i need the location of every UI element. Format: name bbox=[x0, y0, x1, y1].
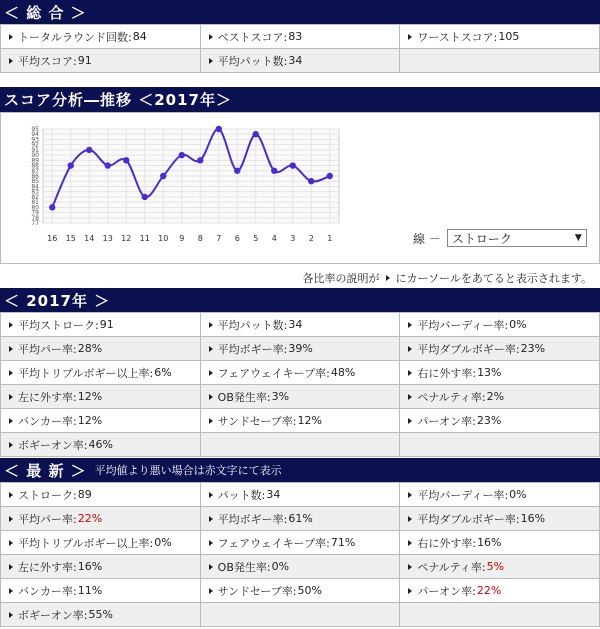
stat-label: 平均トリプルボギー以上率: bbox=[18, 536, 154, 550]
triangle-right-icon[interactable] bbox=[408, 418, 412, 424]
summary-stats-grid bbox=[0, 24, 600, 73]
y-tick-label: 84 bbox=[31, 183, 39, 191]
summary-header-title: ＜ 総 合 ＞ bbox=[4, 3, 87, 22]
stat-cell bbox=[400, 409, 600, 433]
triangle-right-icon[interactable] bbox=[9, 588, 13, 594]
stat-cell bbox=[1, 25, 201, 49]
stat-cell bbox=[1, 337, 201, 361]
stat-value: 105 bbox=[498, 30, 520, 43]
trend-chart-panel bbox=[0, 112, 600, 264]
stat-value: 34 bbox=[288, 318, 303, 331]
triangle-right-icon[interactable] bbox=[408, 370, 412, 376]
stat-cell bbox=[1, 409, 201, 433]
x-tick-label: 5 bbox=[253, 234, 259, 243]
stat-cell bbox=[201, 49, 401, 73]
trend-header bbox=[0, 87, 600, 112]
data-point[interactable] bbox=[197, 157, 203, 163]
stat-value: 46% bbox=[88, 438, 113, 451]
empty-cell bbox=[201, 603, 401, 627]
stats-row bbox=[1, 555, 600, 579]
stat-cell bbox=[201, 579, 401, 603]
stat-cell bbox=[1, 433, 201, 457]
stat-value: 0% bbox=[509, 318, 527, 331]
stat-value: 39% bbox=[288, 342, 313, 355]
data-point[interactable] bbox=[271, 168, 277, 174]
year-header-title: ＜ 2017年 ＞ bbox=[4, 291, 111, 310]
stat-value: 6% bbox=[154, 366, 172, 379]
stat-cell bbox=[201, 483, 401, 507]
stat-cell bbox=[400, 313, 600, 337]
stats-row bbox=[1, 531, 600, 555]
stat-label: ペナルティ率: bbox=[417, 390, 486, 404]
triangle-right-icon[interactable] bbox=[209, 588, 213, 594]
empty-cell bbox=[400, 49, 600, 73]
y-tick-label: 92 bbox=[31, 141, 39, 149]
trend-header-title: スコア分析―推移 ＜2017年＞ bbox=[4, 91, 232, 109]
triangle-right-icon[interactable] bbox=[9, 492, 13, 498]
y-tick-label: 81 bbox=[31, 199, 39, 207]
x-tick-label: 10 bbox=[158, 234, 169, 243]
stat-value: 91 bbox=[99, 318, 114, 331]
triangle-right-icon[interactable] bbox=[9, 34, 13, 40]
data-point[interactable] bbox=[49, 204, 55, 210]
stat-label: 平均バーディー率: bbox=[417, 318, 509, 332]
triangle-right-icon[interactable] bbox=[209, 564, 213, 570]
stat-value: 22% bbox=[476, 584, 502, 597]
triangle-right-icon[interactable] bbox=[209, 540, 213, 546]
x-tick-label: 16 bbox=[47, 234, 58, 243]
line-type-select-value: ストローク bbox=[451, 231, 512, 246]
stats-row bbox=[1, 603, 600, 627]
summary-header bbox=[0, 0, 600, 24]
stat-cell bbox=[1, 555, 201, 579]
stat-label: 平均パット数: bbox=[217, 318, 288, 332]
stat-cell bbox=[201, 361, 401, 385]
y-tick-label: 91 bbox=[31, 146, 39, 154]
y-tick-label: 87 bbox=[31, 167, 39, 175]
stat-label: 平均ダブルボギー率: bbox=[417, 342, 520, 356]
stats-row bbox=[1, 313, 600, 337]
y-tick-label: 89 bbox=[31, 157, 39, 165]
triangle-right-icon bbox=[386, 275, 390, 281]
x-tick-label: 8 bbox=[197, 234, 203, 243]
stat-label: 平均ダブルボギー率: bbox=[417, 512, 520, 526]
x-tick-label: 15 bbox=[65, 234, 76, 243]
x-tick-label: 13 bbox=[102, 234, 113, 243]
data-point[interactable] bbox=[86, 147, 92, 153]
hover-note-before: 各比率の説明が bbox=[302, 272, 380, 285]
triangle-right-icon[interactable] bbox=[408, 394, 412, 400]
empty-cell bbox=[400, 433, 600, 457]
stat-label: 右に外す率: bbox=[417, 366, 477, 380]
stat-label: トータルラウンド回数: bbox=[18, 30, 132, 44]
x-tick-label: 6 bbox=[234, 234, 240, 243]
stat-label: 左に外す率: bbox=[18, 560, 77, 574]
stat-cell bbox=[1, 507, 201, 531]
x-tick-label: 9 bbox=[179, 234, 185, 243]
line-selector bbox=[413, 229, 587, 247]
stat-label: サンドセーブ率: bbox=[217, 584, 297, 598]
latest-header-title: ＜ 最 新 ＞ bbox=[4, 461, 87, 480]
stat-label: パーオン率: bbox=[417, 414, 476, 428]
stat-label: ボギーオン率: bbox=[18, 438, 88, 452]
data-point[interactable] bbox=[68, 162, 74, 168]
triangle-right-icon[interactable] bbox=[9, 516, 13, 522]
line-type-select[interactable] bbox=[447, 229, 587, 247]
stat-label: フェアウェイキープ率: bbox=[217, 536, 330, 550]
empty-cell bbox=[400, 603, 600, 627]
stat-value: 12% bbox=[77, 414, 103, 427]
stat-value: 12% bbox=[297, 414, 322, 427]
stat-cell bbox=[400, 483, 600, 507]
stat-cell bbox=[201, 531, 401, 555]
stat-value: 0% bbox=[509, 488, 527, 501]
triangle-right-icon[interactable] bbox=[408, 540, 412, 546]
stat-cell bbox=[400, 507, 600, 531]
stat-label: 平均ストローク: bbox=[18, 318, 99, 332]
chevron-down-icon: ▼ bbox=[574, 233, 582, 243]
y-tick-label: 78 bbox=[31, 214, 39, 222]
stat-cell bbox=[400, 25, 600, 49]
stat-value: 16% bbox=[477, 536, 502, 549]
stat-value: 5% bbox=[486, 560, 505, 573]
x-tick-label: 7 bbox=[216, 234, 222, 243]
stat-label: OB発生率: bbox=[217, 560, 271, 574]
triangle-right-icon[interactable] bbox=[9, 564, 13, 570]
stat-label: 右に外す率: bbox=[417, 536, 477, 550]
stat-label: ストローク: bbox=[18, 488, 77, 502]
stat-value: 23% bbox=[476, 414, 502, 427]
triangle-right-icon[interactable] bbox=[9, 346, 13, 352]
stat-cell bbox=[400, 361, 600, 385]
y-tick-label: 93 bbox=[31, 136, 39, 144]
stat-label: 平均トリプルボギー以上率: bbox=[18, 366, 154, 380]
triangle-right-icon[interactable] bbox=[9, 442, 13, 448]
triangle-right-icon[interactable] bbox=[9, 322, 13, 328]
stat-value: 13% bbox=[477, 366, 502, 379]
stat-cell bbox=[1, 361, 201, 385]
stat-value: 3% bbox=[271, 390, 290, 403]
stat-value: 22% bbox=[77, 512, 103, 525]
stat-value: 61% bbox=[288, 512, 313, 525]
triangle-right-icon[interactable] bbox=[9, 370, 13, 376]
data-point[interactable] bbox=[327, 173, 333, 179]
stats-row bbox=[1, 25, 600, 49]
stat-cell bbox=[1, 385, 201, 409]
latest-stats-grid bbox=[0, 482, 600, 627]
stats-row bbox=[1, 433, 600, 457]
y-tick-label: 82 bbox=[31, 193, 39, 201]
stats-row bbox=[1, 361, 600, 385]
stat-value: 84 bbox=[132, 30, 147, 43]
stat-value: 83 bbox=[288, 30, 303, 43]
x-tick-label: 4 bbox=[271, 234, 277, 243]
y-tick-label: 80 bbox=[31, 204, 39, 212]
stat-cell bbox=[201, 25, 401, 49]
stat-cell bbox=[201, 313, 401, 337]
y-tick-label: 90 bbox=[31, 152, 39, 160]
triangle-right-icon[interactable] bbox=[209, 322, 213, 328]
stat-value: 34 bbox=[288, 54, 303, 67]
x-tick-label: 1 bbox=[327, 234, 333, 243]
stat-cell bbox=[1, 313, 201, 337]
hover-note-after: にカーソールをあてると表示されます。 bbox=[395, 272, 592, 285]
data-point[interactable] bbox=[179, 152, 185, 158]
triangle-right-icon[interactable] bbox=[9, 394, 13, 400]
data-point[interactable] bbox=[308, 178, 314, 184]
stat-label: パーオン率: bbox=[417, 584, 476, 598]
stat-value: 16% bbox=[77, 560, 103, 573]
year-stats-grid bbox=[0, 312, 600, 457]
stats-row bbox=[1, 507, 600, 531]
stat-label: 平均ボギー率: bbox=[217, 342, 288, 356]
stat-cell bbox=[400, 531, 600, 555]
stats-row bbox=[1, 385, 600, 409]
stat-label: 平均ボギー率: bbox=[217, 512, 288, 526]
data-point[interactable] bbox=[216, 126, 222, 132]
stat-cell bbox=[1, 579, 201, 603]
triangle-right-icon[interactable] bbox=[9, 612, 13, 618]
stat-cell bbox=[201, 555, 401, 579]
triangle-right-icon[interactable] bbox=[408, 34, 412, 40]
triangle-right-icon[interactable] bbox=[209, 34, 213, 40]
stat-value: 89 bbox=[77, 488, 92, 501]
stat-cell bbox=[400, 555, 600, 579]
x-tick-label: 11 bbox=[139, 234, 150, 243]
stat-value: 34 bbox=[266, 488, 281, 501]
y-tick-label: 94 bbox=[31, 131, 39, 139]
stat-cell bbox=[201, 385, 401, 409]
stat-label: 平均パット数: bbox=[217, 54, 288, 68]
triangle-right-icon[interactable] bbox=[209, 370, 213, 376]
stat-label: フェアウェイキープ率: bbox=[217, 366, 330, 380]
y-tick-label: 83 bbox=[31, 188, 39, 196]
triangle-right-icon[interactable] bbox=[408, 492, 412, 498]
data-point[interactable] bbox=[123, 157, 129, 163]
stat-value: 55% bbox=[88, 608, 113, 621]
triangle-right-icon[interactable] bbox=[209, 492, 213, 498]
stat-label: サンドセーブ率: bbox=[217, 414, 297, 428]
stat-cell bbox=[201, 507, 401, 531]
triangle-right-icon[interactable] bbox=[408, 322, 412, 328]
stat-value: 0% bbox=[271, 560, 290, 573]
stat-cell bbox=[1, 483, 201, 507]
line-selector-label: 線 － bbox=[413, 231, 441, 246]
data-point[interactable] bbox=[290, 162, 296, 168]
stats-row bbox=[1, 49, 600, 73]
stat-value: 50% bbox=[297, 584, 322, 597]
stat-label: ペナルティ率: bbox=[417, 560, 486, 574]
stat-cell bbox=[201, 409, 401, 433]
triangle-right-icon[interactable] bbox=[209, 394, 213, 400]
empty-cell bbox=[201, 433, 401, 457]
stat-value: 23% bbox=[520, 342, 546, 355]
latest-header bbox=[0, 458, 600, 482]
y-tick-label: 95 bbox=[31, 126, 39, 133]
x-tick-label: 14 bbox=[84, 234, 95, 243]
y-tick-label: 85 bbox=[31, 178, 39, 186]
stats-row bbox=[1, 579, 600, 603]
y-tick-label: 79 bbox=[31, 209, 39, 217]
stat-cell bbox=[1, 49, 201, 73]
y-tick-label: 86 bbox=[31, 173, 39, 180]
stat-value: 48% bbox=[330, 366, 356, 379]
stat-cell bbox=[400, 579, 600, 603]
stat-label: 左に外す率: bbox=[18, 390, 77, 404]
stat-value: 71% bbox=[330, 536, 356, 549]
triangle-right-icon[interactable] bbox=[9, 58, 13, 64]
stat-cell bbox=[1, 603, 201, 627]
triangle-right-icon[interactable] bbox=[209, 418, 213, 424]
stat-value: 11% bbox=[77, 584, 103, 597]
stat-label: バンカー率: bbox=[18, 584, 77, 598]
stat-label: 平均パー率: bbox=[18, 342, 77, 356]
triangle-right-icon[interactable] bbox=[9, 418, 13, 424]
stat-label: OB発生率: bbox=[217, 390, 271, 404]
stat-value: 28% bbox=[77, 342, 103, 355]
stat-value: 91 bbox=[77, 54, 92, 67]
y-tick-label: 77 bbox=[31, 220, 39, 227]
triangle-right-icon[interactable] bbox=[408, 346, 412, 352]
data-point[interactable] bbox=[253, 131, 259, 137]
stat-label: ワーストスコア: bbox=[417, 30, 498, 44]
triangle-right-icon[interactable] bbox=[9, 540, 13, 546]
stat-cell bbox=[1, 531, 201, 555]
stat-label: 平均パー率: bbox=[18, 512, 77, 526]
stat-value: 16% bbox=[520, 512, 546, 525]
stats-row bbox=[1, 483, 600, 507]
stat-label: ベストスコア: bbox=[217, 30, 288, 44]
stat-label: パット数: bbox=[217, 488, 266, 502]
y-tick-label: 88 bbox=[31, 162, 39, 170]
latest-header-note: 平均値より悪い場合は赤文字にて表示 bbox=[94, 464, 282, 477]
stat-label: 平均バーディー率: bbox=[417, 488, 509, 502]
data-point[interactable] bbox=[105, 162, 111, 168]
score-trend-chart bbox=[17, 121, 347, 251]
stat-cell bbox=[400, 337, 600, 361]
data-point[interactable] bbox=[160, 173, 166, 179]
stat-value: 0% bbox=[154, 536, 172, 549]
stats-row bbox=[1, 337, 600, 361]
year-header bbox=[0, 288, 600, 312]
triangle-right-icon[interactable] bbox=[408, 588, 412, 594]
triangle-right-icon[interactable] bbox=[408, 516, 412, 522]
triangle-right-icon[interactable] bbox=[209, 346, 213, 352]
stat-cell bbox=[400, 385, 600, 409]
stat-label: 平均スコア: bbox=[18, 54, 77, 68]
triangle-right-icon[interactable] bbox=[209, 516, 213, 522]
stat-label: ボギーオン率: bbox=[18, 608, 88, 622]
x-tick-label: 12 bbox=[121, 234, 132, 243]
triangle-right-icon[interactable] bbox=[408, 564, 412, 570]
stat-value: 2% bbox=[486, 390, 505, 403]
data-point[interactable] bbox=[142, 194, 148, 200]
x-tick-label: 3 bbox=[290, 234, 296, 243]
stats-row bbox=[1, 409, 600, 433]
stat-label: バンカー率: bbox=[18, 414, 77, 428]
data-point[interactable] bbox=[234, 168, 240, 174]
hover-note bbox=[303, 270, 592, 286]
x-tick-label: 2 bbox=[308, 234, 314, 243]
triangle-right-icon[interactable] bbox=[209, 58, 213, 64]
stat-value: 12% bbox=[77, 390, 103, 403]
stat-cell bbox=[201, 337, 401, 361]
